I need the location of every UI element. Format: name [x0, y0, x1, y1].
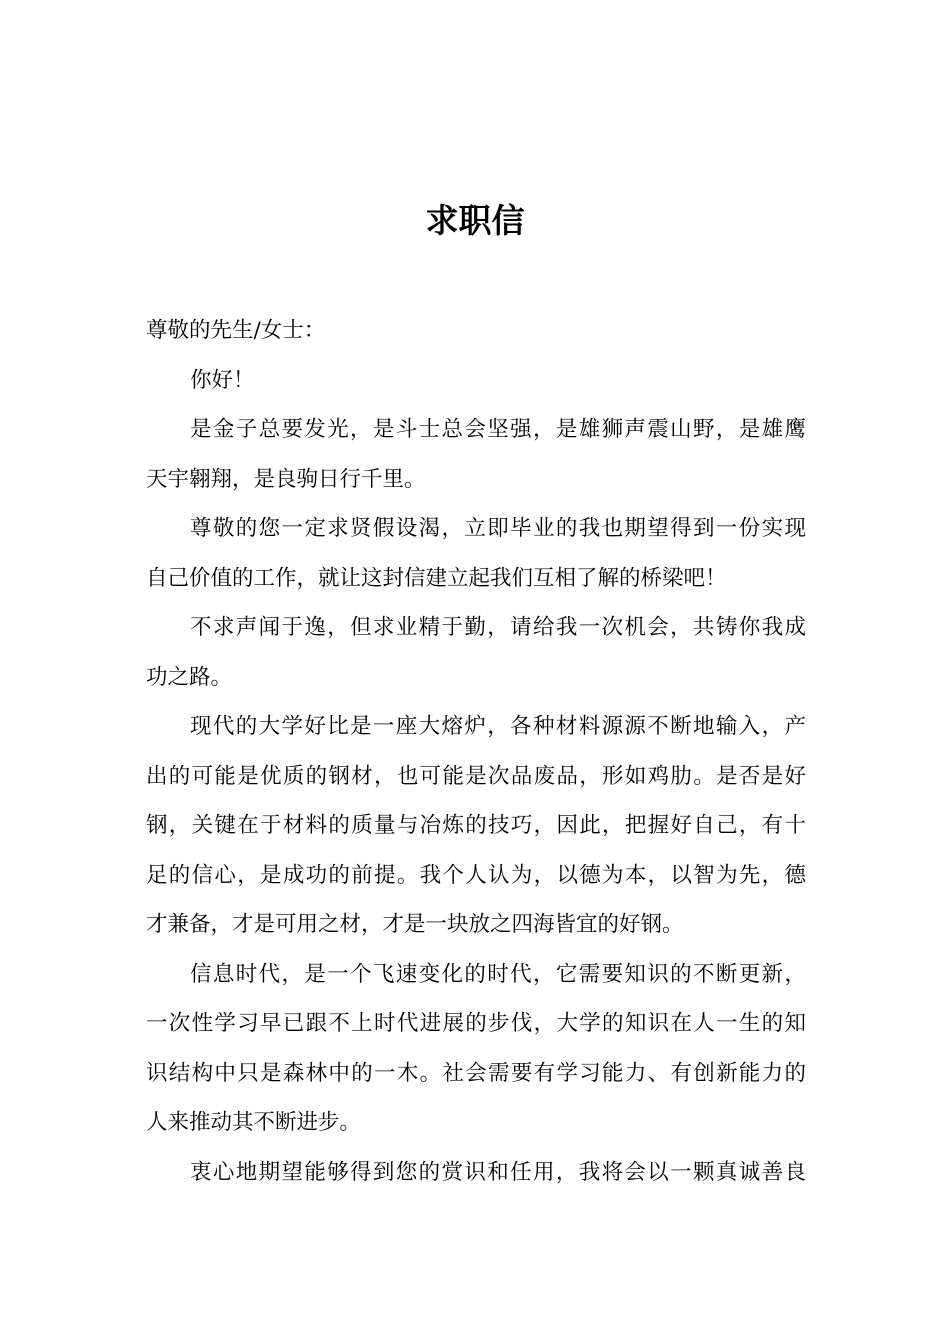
paragraph-line: 自己价值的工作，就让这封信建立起我们互相了解的桥梁吧！ — [146, 565, 727, 591]
salutation: 尊敬的先生/女士： — [146, 318, 326, 343]
paragraph — [146, 504, 806, 603]
paragraph-line: 人来推动其不断进步。 — [146, 1110, 362, 1135]
paragraph-line: 出的可能是优质的钢材，也可能是次品废品，形如鸡肋。是否是好 — [146, 763, 806, 789]
paragraph — [146, 603, 806, 702]
paragraph-greeting — [146, 356, 806, 406]
paragraph-line: 是金子总要发光，是斗士总会坚强，是雄狮声震山野，是雄鹰 — [190, 417, 806, 442]
paragraph-line: 一次性学习早已跟不上时代进展的步伐，大学的知识在人一生的知 — [146, 1011, 806, 1036]
letter-body — [146, 306, 806, 1197]
paragraph-line: 你好！ — [190, 367, 255, 393]
paragraph-line: 钢，关键在于材料的质量与冶炼的技巧，因此，把握好自己，有十 — [146, 813, 806, 838]
paragraph-line: 识结构中只是森林中的一木。社会需要有学习能力、有创新能力的 — [146, 1060, 806, 1086]
paragraph-line: 不求声闻于逸，但求业精于勤，请给我一次机会，共铸你我成 — [190, 615, 806, 640]
paragraph-line: 衷心地期望能够得到您的赏识和任用，我将会以一颗真诚善良 — [190, 1159, 806, 1185]
paragraph-line: 才兼备，才是可用之材，才是一块放之四海皆宜的好钢。 — [146, 912, 684, 937]
paragraph-line: 功之路。 — [146, 664, 233, 690]
paragraph-line: 现代的大学好比是一座大熔炉，各种材料源源不断地输入，产 — [190, 714, 806, 739]
paragraph — [146, 1148, 806, 1198]
paragraph-line: 尊敬的您一定求贤假设渴，立即毕业的我也期望得到一份实现 — [190, 516, 806, 541]
paragraph — [146, 950, 806, 1148]
paragraph-line: 信息时代，是一个飞速变化的时代，它需要知识的不断更新， — [190, 961, 806, 987]
paragraph — [146, 405, 806, 504]
paragraph — [146, 702, 806, 950]
paragraph-line: 天宇翱翔，是良驹日行千里。 — [146, 466, 426, 492]
paragraph-line: 足的信心，是成功的前提。我个人认为，以德为本，以智为先，德 — [146, 862, 806, 888]
document-title: 求职信 — [425, 201, 525, 240]
